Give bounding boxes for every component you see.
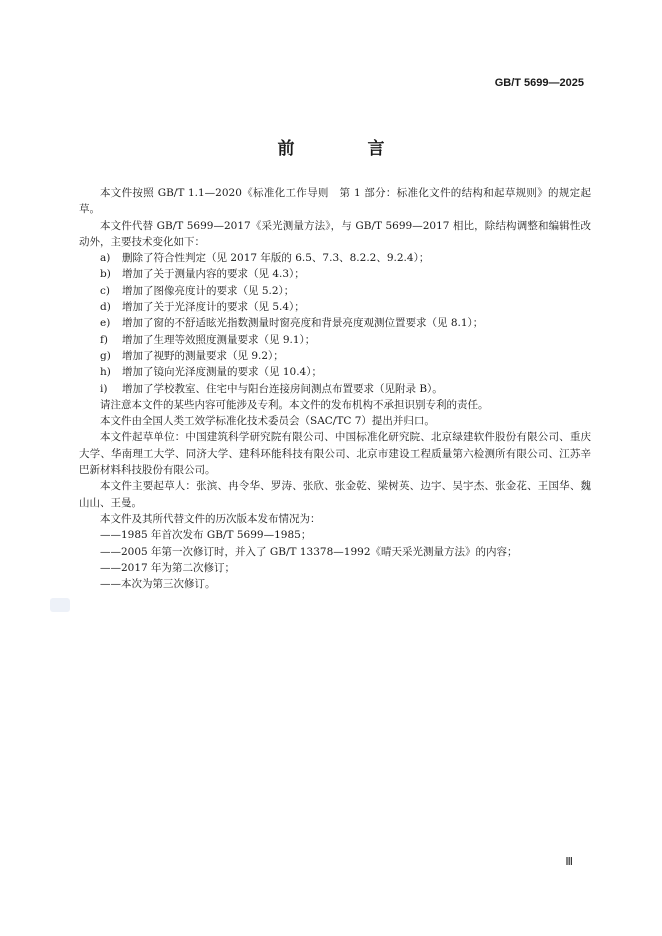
foreword-body [79, 185, 591, 592]
watermark-logo [50, 598, 70, 612]
paragraph-patent-notice: 请注意本文件的某些内容可能涉及专利。本文件的发布机构不承担识别专利的责任。 [100, 398, 489, 411]
paragraph-proposer: 本文件由全国人类工效学标准化技术委员会（SAC/TC 7）提出并归口。 [100, 415, 435, 428]
list-marker: g) [100, 349, 111, 362]
history-item: ——2017 年为第二次修订； [100, 561, 236, 574]
list-item-text: 增加了生理等效照度测量要求（见 9.1）； [122, 333, 316, 346]
changes-list [79, 250, 591, 397]
history-item: ——1985 年首次发布 GB/T 5699—1985； [100, 529, 312, 542]
history-item: ——2005 年第一次修订时，并入了 GB/T 13378—1992《晴天采光测量方法》的内容； [100, 545, 518, 558]
list-marker: f) [100, 333, 108, 346]
paragraph-drafters: 本文件主要起草人：张滨、冉令华、罗涛、张欣、张金乾、梁树英、边宇、吴宇杰、张金花、王国华、魏山山、王曼。 [79, 480, 591, 509]
list-item [100, 266, 591, 282]
page-number: Ⅲ [565, 856, 573, 868]
paragraph-replacement: 本文件代替 GB/T 5699—2017《采光测量方法》，与 GB/T 5699—2017 相比，除结构调整和编辑性改动外，主要技术变化如下： [79, 219, 591, 248]
list-item-text: 增加了学校教室、住宅中与阳台连接房间测点布置要求（见附录 B）。 [122, 382, 443, 395]
history-item: ——本次为第三次修订。 [100, 578, 216, 591]
list-marker: a) [100, 252, 111, 265]
list-item-text: 增加了镜向光泽度测量的要求（见 10.4）； [122, 366, 322, 379]
list-marker: b) [100, 268, 111, 281]
list-marker: h) [100, 366, 111, 379]
list-item [100, 381, 591, 397]
paragraph-drafting-rules: 本文件按照 GB/T 1.1—2020《标准化工作导则 第 1 部分：标准化文件的结构和起草规则》的规定起草。 [79, 187, 591, 216]
page-title: 前 言 [277, 139, 413, 159]
list-item [100, 364, 591, 380]
list-item-text: 增加了视野的测量要求（见 9.2）； [122, 349, 284, 362]
history-list [79, 527, 591, 592]
list-item-text: 增加了关于测量内容的要求（见 4.3）； [122, 268, 305, 281]
list-marker: e) [100, 317, 111, 330]
list-marker: c) [100, 284, 110, 297]
list-marker: i) [100, 382, 108, 395]
list-item [100, 332, 591, 348]
list-item [100, 348, 591, 364]
standard-number: GB/T 5699—2025 [494, 77, 584, 89]
list-item-text: 增加了关于光泽度计的要求（见 5.4）； [122, 301, 305, 314]
list-item [100, 299, 591, 315]
paragraph-drafting-units: 本文件起草单位：中国建筑科学研究院有限公司、中国标准化研究院、北京绿建软件股份有限公司、重庆大学、华南理工大学、同济大学、建科环能科技有限公司、北京市建设工程质量第六检测所有限公司、江苏辛巴新材料科技股份有限公司。 [79, 431, 591, 477]
list-marker: d) [100, 301, 111, 314]
list-item-text: 删除了符合性判定（见 2017 年版的 6.5、7.3、8.2.2、9.2.4）； [122, 252, 430, 265]
list-item [100, 250, 591, 266]
list-item [100, 283, 591, 299]
list-item [100, 315, 591, 331]
list-item-text: 增加了窗的不舒适眩光指数测量时窗亮度和背景亮度观测位置要求（见 8.1）； [122, 317, 484, 330]
list-item-text: 增加了图像亮度计的要求（见 5.2）； [122, 284, 295, 297]
paragraph-history-intro: 本文件及其所代替文件的历次版本发布情况为： [100, 512, 321, 525]
